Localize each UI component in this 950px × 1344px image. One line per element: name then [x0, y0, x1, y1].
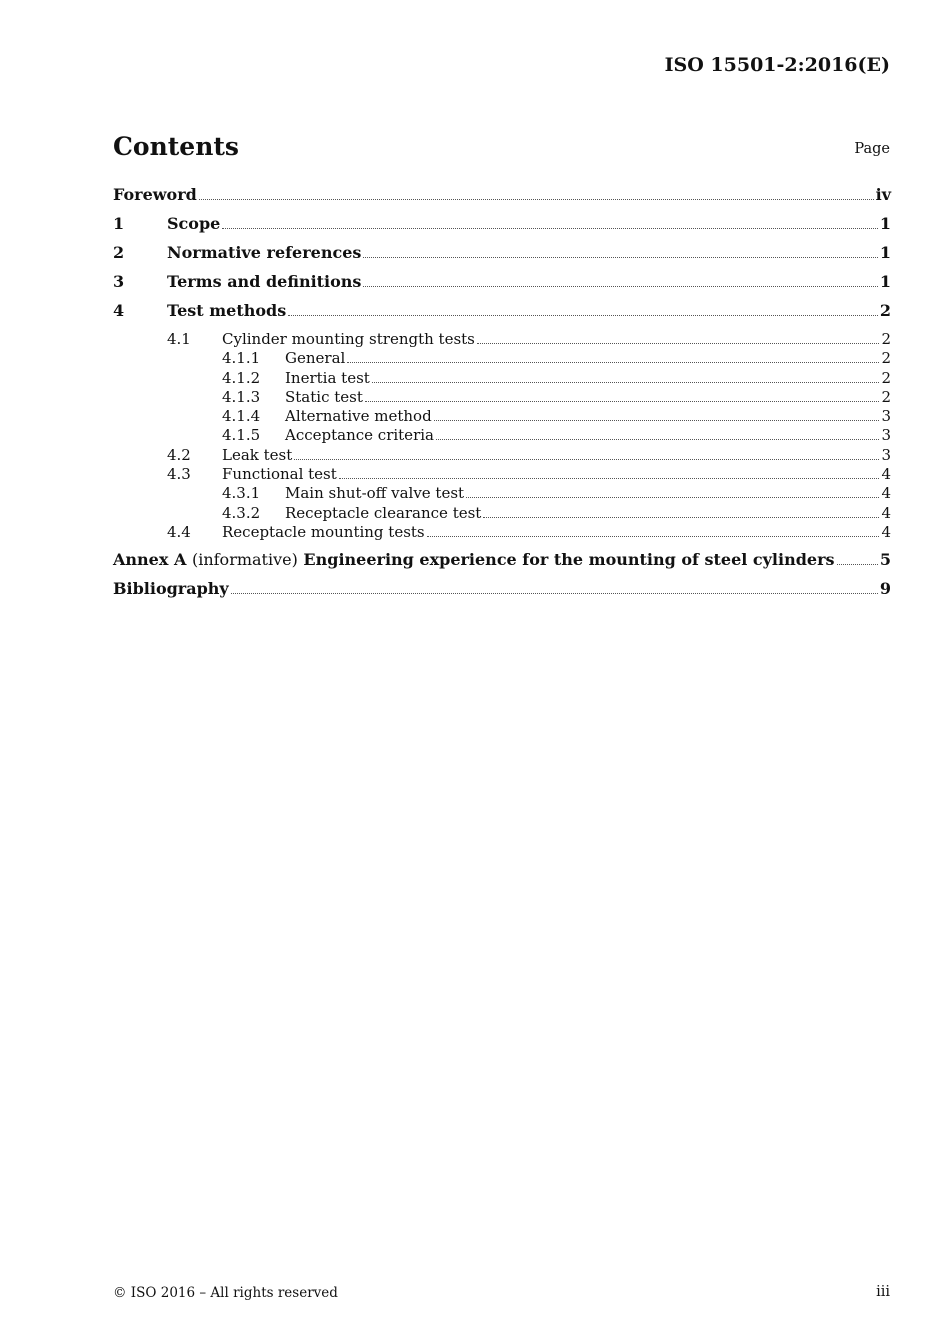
toc-entry-page: 3 — [881, 407, 891, 426]
toc-entry-number: 4.3.2 — [222, 503, 261, 522]
dot-leader — [339, 477, 880, 479]
footer-copyright: © ISO 2016 – All rights reserved — [113, 1285, 338, 1301]
toc-entry-page: 2 — [881, 387, 891, 406]
toc-entry-4-3-1[interactable] — [113, 484, 891, 503]
toc-entry-title: Terms and definitions — [167, 272, 362, 291]
toc-entry-foreword[interactable] — [113, 185, 891, 214]
toc-entry-number: 4.1.1 — [222, 349, 261, 368]
toc-entry-4-4[interactable] — [113, 523, 891, 550]
toc-entry-title: Receptacle clearance test — [285, 503, 482, 522]
dot-leader — [294, 458, 879, 460]
toc-entry-page: 9 — [879, 578, 891, 598]
toc-entry-number: 4.1 — [167, 330, 191, 348]
toc-entry-4-1-5[interactable] — [113, 426, 891, 445]
dot-leader — [231, 592, 878, 594]
dot-leader — [288, 314, 878, 316]
toc-entry-title: Foreword — [113, 185, 197, 204]
toc-entry-page: 2 — [879, 301, 891, 320]
dot-leader — [222, 227, 878, 229]
toc-entry-scope[interactable] — [113, 214, 891, 243]
toc-entry-normative-references[interactable] — [113, 243, 891, 272]
toc-entry-number: 4.3 — [167, 465, 191, 484]
toc-entry-4-1-1[interactable] — [113, 349, 891, 368]
toc-entry-title: Inertia test — [285, 368, 370, 387]
dot-leader — [363, 256, 877, 258]
toc-entry-title: Bibliography — [113, 578, 229, 598]
dot-leader — [363, 285, 877, 287]
annex-label: Annex A — [113, 549, 187, 569]
toc-entry-page: 2 — [881, 368, 891, 387]
toc-entry-page: 2 — [881, 330, 891, 348]
contents-title: Contents — [113, 132, 240, 161]
toc-entry-title: Alternative method — [285, 407, 432, 426]
toc-entry-number: 2 — [113, 243, 125, 262]
dot-leader — [365, 400, 880, 402]
toc-entry-title: Main shut-off valve test — [285, 484, 465, 503]
toc-entry-test-methods[interactable] — [113, 301, 891, 330]
toc-entry-title: Engineering experience for the mounting of steel cylinders — [303, 549, 835, 569]
toc-entry-number: 4.1.5 — [222, 426, 261, 445]
toc-entry-page: 1 — [879, 243, 891, 262]
toc-entry-page: 3 — [881, 426, 891, 445]
toc-entry-number: 4.3.1 — [222, 484, 261, 503]
toc-entry-number: 1 — [113, 214, 125, 233]
toc-entry-title: General — [285, 349, 346, 368]
toc-entry-page: 1 — [879, 214, 891, 233]
toc-entry-number: 4.1.4 — [222, 407, 261, 426]
dot-leader — [427, 535, 880, 537]
toc-entry-title: Scope — [167, 214, 221, 233]
toc-entry-page: 4 — [881, 522, 891, 541]
dot-leader — [434, 419, 880, 421]
toc-entry-title: Test methods — [167, 301, 287, 320]
toc-entry-page: 1 — [879, 272, 891, 291]
toc-entry-4-1[interactable] — [113, 330, 891, 349]
toc-entry-title: Functional test — [222, 465, 337, 484]
dot-leader — [837, 563, 878, 565]
toc-entry-title: Acceptance criteria — [285, 426, 434, 445]
table-of-contents — [113, 185, 891, 608]
toc-entry-page: 4 — [881, 465, 891, 484]
toc-entry-title: Receptacle mounting tests — [222, 522, 425, 541]
dot-leader — [347, 361, 879, 363]
footer-page-number: iii — [876, 1284, 890, 1300]
page-column-label: Page — [854, 141, 890, 157]
toc-entry-4-1-2[interactable] — [113, 369, 891, 388]
toc-entry-bibliography[interactable] — [113, 579, 891, 608]
toc-entry-title: Leak test — [222, 445, 293, 464]
toc-entry-page: 3 — [881, 445, 891, 464]
toc-entry-page: iv — [875, 185, 891, 204]
annex-type: (informative) — [191, 549, 298, 569]
toc-entry-4-3-2[interactable] — [113, 504, 891, 523]
toc-entry-4-2[interactable] — [113, 446, 891, 465]
toc-entry-title: Cylinder mounting strength tests — [222, 330, 475, 348]
toc-entry-page: 5 — [879, 549, 891, 569]
toc-entry-terms-definitions[interactable] — [113, 272, 891, 301]
toc-entry-number: 3 — [113, 272, 125, 291]
toc-entry-number: 4 — [113, 301, 125, 320]
dot-leader — [477, 342, 880, 344]
dot-leader — [199, 198, 874, 200]
dot-leader — [466, 496, 879, 498]
toc-entry-number: 4.1.2 — [222, 368, 261, 387]
toc-entry-4-3[interactable] — [113, 465, 891, 484]
toc-entry-page: 4 — [881, 503, 891, 522]
toc-entry-page: 2 — [881, 349, 891, 368]
dot-leader — [372, 381, 880, 383]
toc-entry-4-1-3[interactable] — [113, 388, 891, 407]
toc-entry-annex-a[interactable] — [113, 550, 891, 579]
toc-entry-number: 4.1.3 — [222, 387, 261, 406]
toc-entry-page: 4 — [881, 484, 891, 503]
toc-entry-4-1-4[interactable] — [113, 407, 891, 426]
dot-leader — [483, 516, 879, 518]
toc-entry-number: 4.2 — [167, 445, 191, 464]
dot-leader — [436, 438, 879, 440]
document-id: ISO 15501-2:2016(E) — [664, 54, 890, 76]
toc-entry-title: Normative references — [167, 243, 362, 262]
toc-entry-title: Static test — [285, 387, 363, 406]
toc-entry-number: 4.4 — [167, 522, 191, 541]
